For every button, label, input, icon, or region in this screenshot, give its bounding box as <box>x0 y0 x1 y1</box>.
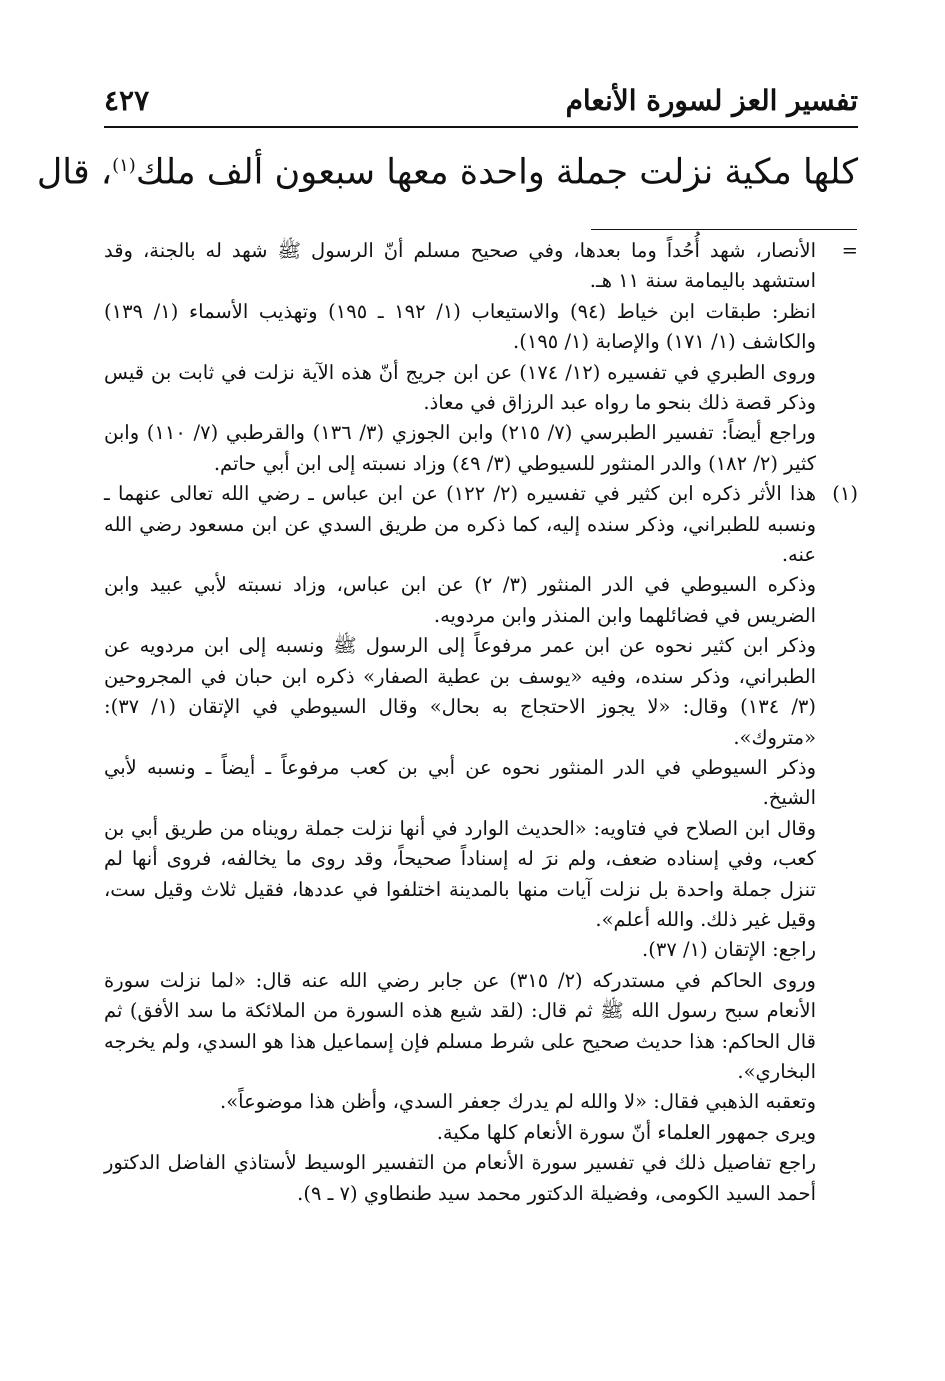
footnotes-section <box>104 236 858 1209</box>
footnote-1 <box>104 479 858 1209</box>
page-header <box>104 84 858 124</box>
page-number: ٤٢٧ <box>104 84 150 117</box>
footnote-paragraph: هذا الأثر ذكره ابن كثير في تفسيره (٢/ ١٢٢) عن ابن عباس ـ رضي الله تعالى عنهما ـ ونسبه للطبراني، وذكر سنده إليه، كما ذكره من طريق السدي عن ابن مسعود رضي الله عنه. <box>104 482 816 567</box>
footnote-paragraph: وروى الحاكم في مستدركه (٢/ ٣١٥) عن جابر رضي الله عنه قال: «لما نزلت سورة الأنعام سبح رسول الله ﷺ ثم قال: (لقد شيع هذه السورة من الملائكة ما سد الأفق) ثم قال الحاكم: هذا حديث صحيح على شرط مسلم فإن إسماعيل هذا هو السدي، ولم يخرجه البخاري». <box>104 968 816 1083</box>
footnote-paragraph: راجع: الإتقان (١/ ٣٧). <box>642 938 816 962</box>
header-divider <box>104 126 858 128</box>
footnote-paragraph: ويرى جمهور العلماء أنّ سورة الأنعام كلها مكية. <box>436 1120 816 1144</box>
footnote-paragraph: وذكر ابن كثير نحوه عن ابن عمر مرفوعاً إلى الرسول ﷺ ونسبه إلى ابن مردويه عن الطبراني، وذكر سنده، وفيه «يوسف بن عطية الصفار» ذكره ابن حبان في المجروحين (٣/ ١٣٤) وقال: «لا يجوز الاحتجاج به بحال» وقال السيوطي في الإتقان (١/ ٣٧): «متروك». <box>104 634 816 749</box>
footnote-paragraph: وذكر السيوطي في الدر المنثور نحوه عن أبي بن كعب مرفوعاً ـ أيضاً ـ ونسبه لأبي الشيخ. <box>104 755 816 810</box>
footnote-continuation <box>104 236 858 479</box>
footnote-continuation-marker: = <box>841 239 858 262</box>
footnote-reference: (١) <box>112 155 136 176</box>
footnote-paragraph: وراجع أيضاً: تفسير الطبرسي (٧/ ٢١٥) وابن الجوزي (٣/ ١٣٦) والقرطبي (٧/ ١١٠) وابن كثير (٢/ ١٨٢) والدر المنثور للسيوطي (٣/ ٤٩) وزاد نسبته إلى ابن أبي حاتم. <box>104 421 816 475</box>
footnote-paragraph: راجع تفاصيل ذلك في تفسير سورة الأنعام من التفسير الوسيط لأستاذي الفاضل الدكتور أحمد السيد الكومى، وفضيلة الدكتور محمد سيد طنطاوي (٧ ـ ٩). <box>104 1151 816 1205</box>
footnote-paragraph: وتعقبه الذهبي فقال: «لا والله لم يدرك جعفر السدي، وأظن هذا موضوعاً». <box>220 1090 816 1114</box>
footnote-paragraph: الأنصار، شهد أُحُداً وما بعدها، وفي صحيح مسلم أنّ الرسول ﷺ شهد له بالجنة، وقد استشهد باليمامة سنة ١١ هـ. <box>104 239 816 293</box>
main-text-tail: ، قال <box>36 152 113 193</box>
main-text-line <box>36 140 858 199</box>
footnote-divider <box>591 229 857 230</box>
footnote-paragraph: انظر: طبقات ابن خياط (٩٤) والاستيعاب (١/ ١٩٢ ـ ١٩٥) وتهذيب الأسماء (١/ ١٣٩) والكاشف (١/ ١٧١) والإصابة (١/ ١٩٥). <box>104 299 816 354</box>
footnote-paragraph: وروى الطبري في تفسيره (١٢/ ١٧٤) عن ابن جريج أنّ هذه الآية نزلت في ثابت بن قيس وذكر قصة ذلك بنحو ما رواه عبد الرزاق في معاذ. <box>104 360 816 415</box>
footnote-paragraph: وقال ابن الصلاح في فتاويه: «الحديث الوارد في أنها نزلت جملة رويناه من طريق أبي بن كعب، وفي إسناده ضعف، ولم نرَ له إسناداً صحيحاً، وقد روى ما يخالفه، فروى أنها لم تنزل جملة واحدة بل نزلت آيات منها بالمدينة اختلفوا في عددها، فقيل ثلاث وقيل ست، وقيل غير ذلك. والله أعلم». <box>104 816 816 931</box>
main-text: كلها مكية نزلت جملة واحدة معها سبعون ألف ملك <box>135 152 858 193</box>
footnote-1-marker: (١) <box>832 482 858 506</box>
running-title: تفسير العز لسورة الأنعام <box>565 84 858 117</box>
footnote-paragraph: وذكره السيوطي في الدر المنثور (٣/ ٢) عن ابن عباس، وزاد نسبته لأبي عبيد وابن الضريس في فضائلهما وابن المنذر وابن مردويه. <box>104 573 816 627</box>
